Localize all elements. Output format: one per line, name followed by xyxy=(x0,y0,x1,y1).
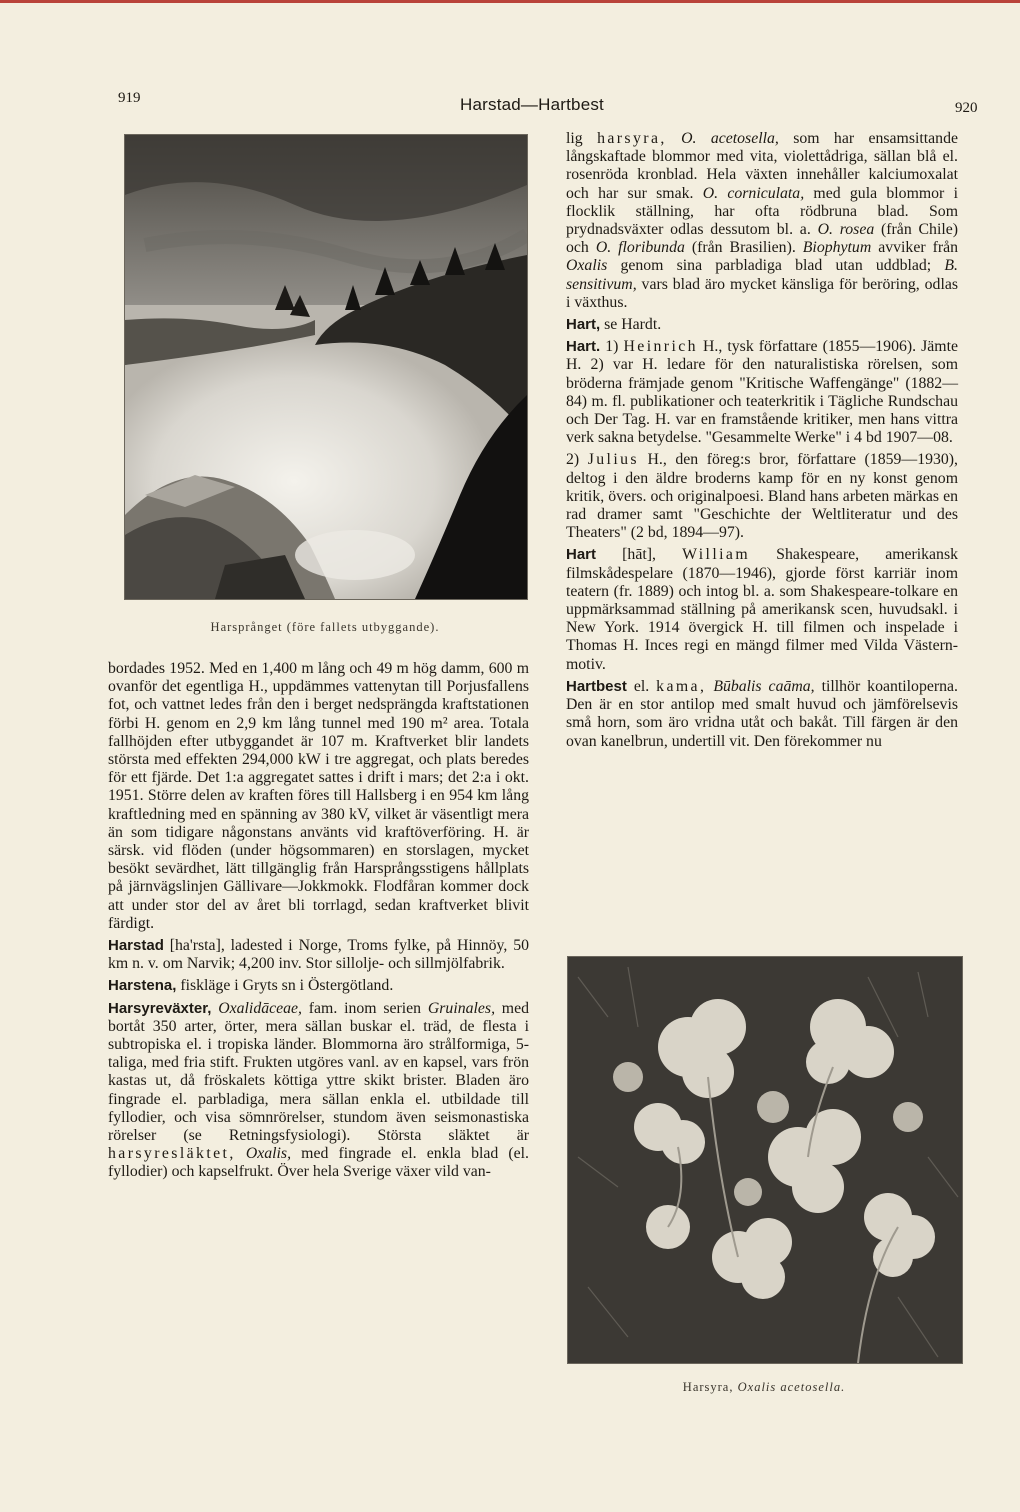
wood-sorrel-photo xyxy=(567,956,963,1364)
page-number-right: 920 xyxy=(955,100,978,116)
entry-hartbest xyxy=(566,678,958,751)
latin-name: Oxalis xyxy=(566,257,608,275)
entry-text: lig xyxy=(566,130,598,147)
latin-name: O. corniculata, xyxy=(702,184,805,202)
latin-name: Būbalis caāma, xyxy=(713,677,815,695)
waterfall-caption: Harsprånget (före fallets utbyggande). xyxy=(210,620,440,634)
entry-text: tillhör koantiloperna. Den är en stor antilop med smalt huvud och jämförelsevis små horn, som äro vridna utåt och bakåt. Till färgen är den ovan kanelbrun, undertill vit. Den förekommer nu xyxy=(566,677,958,750)
entry-hart-heinrich xyxy=(566,338,958,447)
entry-text: (från Brasilien). xyxy=(684,239,803,257)
latin-name: Gruinales, xyxy=(427,999,496,1017)
entry-text: med bortåt 350 arter, örter, mera sällan buskar el. träd, de flesta i subtropiska el. i tropiska länder. Blommorna äro strålformiga, 5-taliga, med fria stift. Frukten utgöres vanl. av en kapsel, vars frön kastas ut, då fröskalets köttiga yttre skikt brister. Bladen äro fingrade el. parbladiga, mera sällan enkla el. utbildade till fyllodier, och visa sömnrörelser, stundom även seismonastiska rörelser (se Retningsfysiologi). Största släktet är xyxy=(108,999,530,1145)
entry-hart-william xyxy=(566,546,958,673)
spaced-term: harsyresläktet, xyxy=(108,1145,236,1163)
entry-text: H., den föreg:s bror, författare (1859—1930), deltog i den äldre broderns kamp för en ny konst genom kritik, övers. och originalpoesi. Bland hans arbeten märkas en rad dramer samt "Geschichte der Weltliteratur und des Theaters" (2 bd, 1894—97). xyxy=(566,451,958,542)
entry-text: avviker från xyxy=(871,239,959,257)
harsyre-continuation xyxy=(566,130,958,312)
latin-name: Oxalidāceae, xyxy=(218,999,302,1017)
entry-text: genom sina parbladiga blad utan uddblad; xyxy=(607,257,945,275)
entry-hart-see xyxy=(566,316,958,334)
headword: Hart. xyxy=(566,338,601,356)
entry-harsyrevaxter xyxy=(108,1000,529,1182)
spaced-term: Heinrich xyxy=(623,338,698,356)
latin-name: Oxalis, xyxy=(245,1145,292,1163)
entry-harstena xyxy=(108,977,529,995)
entry-text: med fingrade el. enkla blad (el. fyllodier) och kapselfrukt. Över hela Sverige växer vild van- xyxy=(108,1145,530,1181)
latin-name: O. floribunda xyxy=(595,239,685,257)
entry-text: H., tysk författare (1855—1906). Jämte H. 2) var H. ledare för den naturalistiska rörelsen, som bröderna främjade genom "Kritische Waffengänge" (1882—84) m. fl. publikationer och teaterkritik i Tägliche Rundschau och Der Tag. H. var en framstående kritiker, men hans vittra verk sakna betydelse. "Gesammelte Werke" i 4 bd 1907—08. xyxy=(566,338,958,447)
entry-text: se Hardt. xyxy=(600,316,662,334)
headword: Harstad xyxy=(108,937,164,955)
spaced-term: William xyxy=(682,546,751,564)
headword: Hart, xyxy=(566,316,601,334)
waterfall-photo xyxy=(124,134,528,600)
headword: Hart xyxy=(566,546,597,564)
entry-text: fam. inom serien xyxy=(302,999,428,1017)
headword: Harstena, xyxy=(108,977,177,995)
running-title: Harstad—Hartbest xyxy=(460,95,604,114)
latin-name: Biophytum xyxy=(802,239,872,257)
entry-text: som har ensamsittande långskaftade blommor med vita, violettådriga, sällan blå el. rosenröda kronblad. Hela växten innehåller kalciumoxalat och har sur smak. xyxy=(566,130,958,202)
entry-text: (från Chile) och xyxy=(566,221,958,257)
entry-text: 2) xyxy=(566,451,588,469)
entry-hart-julius xyxy=(566,451,958,542)
entry-text: 1) xyxy=(600,338,624,356)
right-column xyxy=(566,130,958,755)
left-column xyxy=(108,660,529,1186)
spaced-term: kama, xyxy=(656,677,707,695)
headword: Hartbest xyxy=(566,677,627,695)
entry-text: Shakespeare, amerikansk filmskådespelare (1870—1946), gjorde först karriär inom teatern (fr. 1889) och intog bl. a. som Shakespeare-tolkare en uppmärksammad ställning på amerikansk scen, huvudsakl. i New York. 1914 övergick H. till filmen och inspelade i Thomas H. Inces regi en mängd filmer med Vilda Västern-motiv. xyxy=(566,546,959,673)
page-top-edge xyxy=(0,0,1020,3)
latin-name: O. rosea xyxy=(817,221,875,239)
entry-text: [hāt], xyxy=(596,546,683,564)
headword: Harsyreväxter, xyxy=(108,999,212,1017)
spaced-term: Julius xyxy=(587,451,639,469)
latin-name: B. sensitivum, xyxy=(566,257,958,293)
harsprånget-continuation: bordades 1952. Med en 1,400 m lång och 49 m hög damm, 600 m ovanför det egentliga H., uppdämmes vattenytan till Porjusfallens fot, och vattnet ledes från den i berget nedsprängda kraftstationen förbi H. genom en 2,9 km lång tunnel med 190 m² area. Totala fallhöjden efter utbyggandet är 107 m. Kraftverket blir landets största med effekten 294,000 kW i tre aggregat, och plats beredes för ett fjärde. Det 1:a aggregatet sattes i drift i mars; det 2:a i okt. 1951. Större delen av kraften föres till Hallsberg i en 954 km lång kraftledning med en spänning av 380 kV, vilket är väsentligt mera än som tidigare någonstans använts vid kraftöverföring. H. är särsk. vid flöden (under högsommaren) en storslagen, mycket besökt sevärdhet, lätt tillgänglig från Harsprångsstigens hållplats på järnvägslinjen Gällivare—Jokkmokk. Flodfåran kommer dock att under stor del av året bli torrlagd, sedan kraftverket blivit färdigt. xyxy=(108,660,529,932)
entry-text: el. xyxy=(626,677,657,695)
caption-text: Harsyra, xyxy=(682,1380,738,1394)
entry-text: vars blad äro mycket känsliga för beröring, odlas i växthus. xyxy=(566,275,958,311)
entry-harstad xyxy=(108,937,529,973)
page-number-left: 919 xyxy=(118,90,141,106)
wood-sorrel-caption xyxy=(567,1380,961,1395)
entry-text: fiskläge i Gryts sn i Östergötland. xyxy=(176,977,394,995)
entry-text: med gula blommor i flocklik ställning, har ofta rödbruna blad. Som prydnadsväxter odlas dessutom bl. a. xyxy=(566,184,958,239)
spaced-term: harsyra, xyxy=(597,130,667,147)
caption-latin: Oxalis acetosella. xyxy=(737,1380,846,1394)
entry-text: [ha'rsta], ladested i Norge, Troms fylke, på Hinnöy, 50 km n. v. om Narvik; 4,200 inv. Stor sillolje- och sillmjölfabrik. xyxy=(108,937,529,973)
latin-name: O. acetosella, xyxy=(681,130,779,147)
